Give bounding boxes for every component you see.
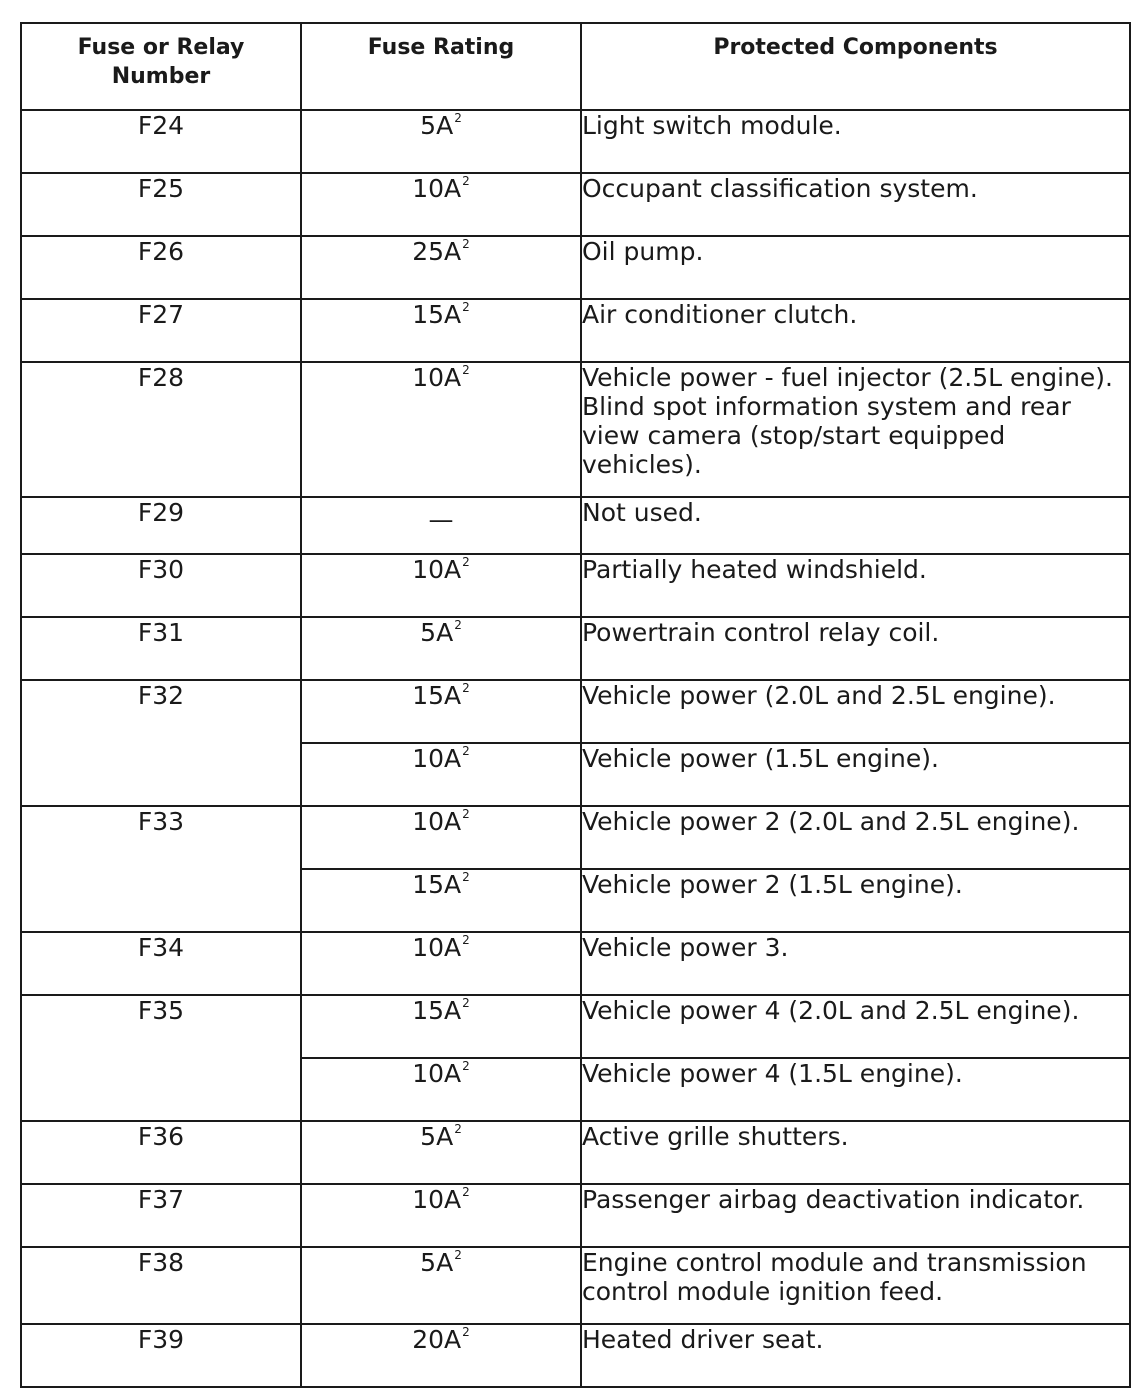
footnote-mark: 2: [462, 681, 470, 695]
rating-value: 5A: [420, 1122, 454, 1151]
footnote-mark: 2: [462, 933, 470, 947]
fuse-number: F27: [21, 299, 301, 362]
fuse-number: F24: [21, 110, 301, 173]
fuse-rating: [301, 1184, 581, 1247]
fuse-rating: [301, 932, 581, 995]
fuse-rating: [301, 299, 581, 362]
fuse-number: F30: [21, 554, 301, 617]
protected-component: Oil pump.: [581, 236, 1130, 299]
fuse-number: F28: [21, 362, 301, 497]
rating-value: 15A: [412, 681, 462, 710]
footnote-mark: 2: [462, 237, 470, 251]
fuse-rating: [301, 995, 581, 1058]
protected-component: Partially heated windshield.: [581, 554, 1130, 617]
table-row: [21, 236, 1130, 299]
fuse-rating: [301, 680, 581, 743]
fuse-number: F32: [21, 680, 301, 806]
rating-value: 10A: [412, 1185, 462, 1214]
table-row: [21, 1121, 1130, 1184]
rating-value: 10A: [412, 807, 462, 836]
rating-value: 5A: [420, 1248, 454, 1277]
rating-value: 5A: [420, 111, 454, 140]
rating-value: 5A: [420, 618, 454, 647]
fuse-rating: [301, 869, 581, 932]
table-row: [21, 932, 1130, 995]
protected-component: Vehicle power 4 (2.0L and 2.5L engine).: [581, 995, 1130, 1058]
header-fuse-rating: Fuse Rating: [301, 23, 581, 110]
protected-component: Engine control module and transmission control module ignition feed.: [581, 1247, 1130, 1324]
protected-component: Occupant classification system.: [581, 173, 1130, 236]
table-row: [21, 362, 1130, 497]
fuse-rating: [301, 1058, 581, 1121]
protected-component: Heated driver seat.: [581, 1324, 1130, 1387]
protected-component: Vehicle power 2 (1.5L engine).: [581, 869, 1130, 932]
protected-component: Active grille shutters.: [581, 1121, 1130, 1184]
table-row: [21, 1324, 1130, 1387]
table-row: [21, 806, 1130, 869]
protected-component: Vehicle power 4 (1.5L engine).: [581, 1058, 1130, 1121]
table-row: [21, 554, 1130, 617]
footnote-mark: 2: [462, 1059, 470, 1073]
table-row: [21, 617, 1130, 680]
footnote-mark: 2: [462, 870, 470, 884]
table-row: [21, 680, 1130, 743]
protected-component: Vehicle power 2 (2.0L and 2.5L engine).: [581, 806, 1130, 869]
footnote-mark: 2: [462, 174, 470, 188]
protected-component: Light switch module.: [581, 110, 1130, 173]
fuse-number: F31: [21, 617, 301, 680]
fuse-number: F39: [21, 1324, 301, 1387]
fuse-rating: [301, 1121, 581, 1184]
protected-component: Powertrain control relay coil.: [581, 617, 1130, 680]
fuse-number: F25: [21, 173, 301, 236]
table-row: [21, 995, 1130, 1058]
table-row: [21, 1247, 1130, 1324]
protected-component: Vehicle power - fuel injector (2.5L engine). Blind spot information system and rear view camera (stop/start equipped vehicles).: [581, 362, 1130, 497]
protected-component: Not used.: [581, 497, 1130, 554]
header-fuse-number: Fuse or Relay Number: [21, 23, 301, 110]
rating-value: 20A: [412, 1325, 462, 1354]
fuse-table: [20, 22, 1131, 1388]
fuse-rating: [301, 554, 581, 617]
fuse-number: F37: [21, 1184, 301, 1247]
fuse-rating: [301, 1324, 581, 1387]
footnote-mark: 2: [462, 1325, 470, 1339]
footnote-mark: 2: [462, 300, 470, 314]
fuse-number: F38: [21, 1247, 301, 1324]
footnote-mark: 2: [462, 744, 470, 758]
table-row: [21, 497, 1130, 554]
rating-value: 10A: [412, 174, 462, 203]
fuse-rating: [301, 173, 581, 236]
footnote-mark: 2: [454, 111, 462, 125]
rating-value: 10A: [412, 555, 462, 584]
table-row: [21, 1184, 1130, 1247]
fuse-number: F35: [21, 995, 301, 1121]
rating-value: 15A: [412, 300, 462, 329]
table-row: [21, 173, 1130, 236]
protected-component: Vehicle power 3.: [581, 932, 1130, 995]
table-row: [21, 299, 1130, 362]
fuse-rating: [301, 110, 581, 173]
rating-value: 10A: [412, 744, 462, 773]
rating-value: 10A: [412, 363, 462, 392]
fuse-number: F26: [21, 236, 301, 299]
fuse-rating: [301, 743, 581, 806]
header-protected-components: Protected Components: [581, 23, 1130, 110]
rating-value: 25A: [412, 237, 462, 266]
footnote-mark: 2: [462, 363, 470, 377]
footnote-mark: 2: [462, 996, 470, 1010]
rating-value: 15A: [412, 996, 462, 1025]
footnote-mark: 2: [454, 1122, 462, 1136]
fuse-rating: —: [301, 497, 581, 554]
protected-component: Air conditioner clutch.: [581, 299, 1130, 362]
footnote-mark: 2: [462, 555, 470, 569]
header-row: [21, 23, 1130, 110]
fuse-rating: [301, 617, 581, 680]
fuse-rating: [301, 806, 581, 869]
footnote-mark: 2: [462, 1185, 470, 1199]
fuse-number: F33: [21, 806, 301, 932]
fuse-number: F34: [21, 932, 301, 995]
fuse-number: F29: [21, 497, 301, 554]
rating-value: 10A: [412, 933, 462, 962]
footnote-mark: 2: [462, 807, 470, 821]
protected-component: Vehicle power (2.0L and 2.5L engine).: [581, 680, 1130, 743]
fuse-rating: [301, 236, 581, 299]
fuse-rating: [301, 1247, 581, 1324]
rating-value: 10A: [412, 1059, 462, 1088]
fuse-number: F36: [21, 1121, 301, 1184]
footnote-mark: 2: [454, 1248, 462, 1262]
fuse-rating: [301, 362, 581, 497]
protected-component: Passenger airbag deactivation indicator.: [581, 1184, 1130, 1247]
footnote-mark: 2: [454, 618, 462, 632]
rating-value: 15A: [412, 870, 462, 899]
table-row: [21, 110, 1130, 173]
protected-component: Vehicle power (1.5L engine).: [581, 743, 1130, 806]
